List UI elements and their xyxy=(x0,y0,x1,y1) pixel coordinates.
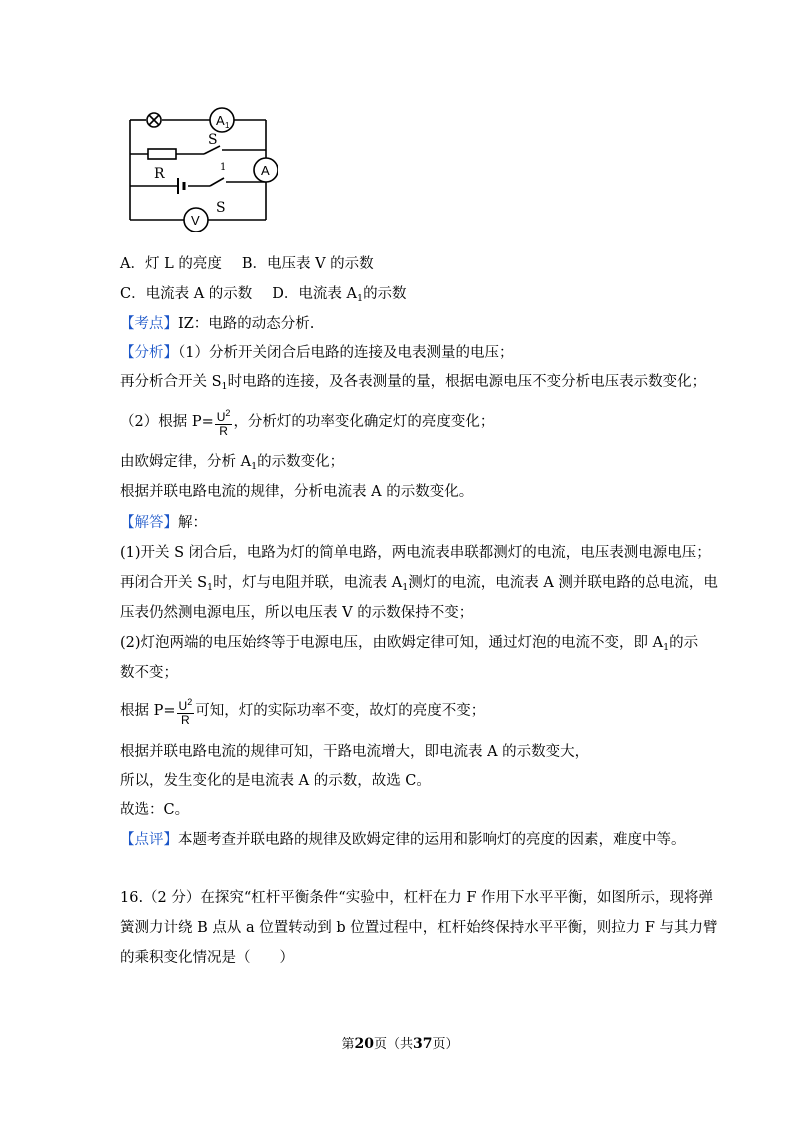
jieda-line-6: 根据 P= $\frac{U^2}{R}$ 可知，灯的实际功率不变，故灯的亮度不变； xyxy=(120,696,486,727)
switch-s-label: S xyxy=(216,200,226,216)
ammeter-a1-subscript: 1 xyxy=(225,121,230,130)
question-16-line-3: 的乘积变化情况是（ ） xyxy=(120,950,294,966)
page-total: 37 xyxy=(413,1036,433,1052)
option-a: A．灯 L 的亮度 xyxy=(120,256,222,272)
dianping-tag: 【点评】 xyxy=(120,832,178,848)
ammeter-a1-symbol xyxy=(210,108,234,132)
lamp-symbol xyxy=(147,113,161,127)
jieda-tag: 【解答】 xyxy=(120,515,178,531)
resistor-label: R xyxy=(154,166,165,182)
fenxi-line-5: 根据并联电路电流的规律，分析电流表 A 的示数变化。 xyxy=(120,484,474,500)
fenxi-line-3: （2）根据 P= $\frac{U^2}{R}$ ，分析灯的功率变化确定灯的亮度变化； xyxy=(120,407,495,438)
jieda-line-7: 根据并联电路电流的规律可知，干路电流增大，即电流表 A 的示数变大， xyxy=(120,744,590,760)
ammeter-a-symbol xyxy=(254,158,278,182)
fenxi-line-1: 【分析】（1）分析开关闭合后电路的连接及电表测量的电压； xyxy=(120,345,514,361)
question-16-line-1: 16.（2 分）在探究“杠杆平衡条件“实验中，杠杆在力 F 作用下水平平衡，如图所示，现将弹 xyxy=(120,890,713,906)
kaodian-line xyxy=(120,314,314,334)
page-number: 20 xyxy=(354,1036,374,1052)
kaodian-tag: 【考点】 xyxy=(120,316,178,332)
jieda-line-9: 故选：C。 xyxy=(120,802,190,818)
power-formula: $\frac{U^2}{R}$ xyxy=(216,407,231,438)
options-line-1 xyxy=(120,254,374,274)
jieda-line-1: (1)开关 S 闭合后，电路为灯的简单电路，两电流表串联都测灯的电流，电压表测电源电压； xyxy=(120,545,711,561)
jieda-line-8: 所以，发生变化的是电流表 A 的示数，故选 C。 xyxy=(120,773,431,789)
voltmeter-symbol xyxy=(184,208,208,232)
kaodian-text: IZ：电路的动态分析. xyxy=(178,316,315,332)
dianping-line: 【点评】本题考查并联电路的规律及欧姆定律的运用和影响灯的亮度的因素，难度中等。 xyxy=(120,832,686,848)
question-16-line-2: 簧测力计绕 B 点从 a 位置转动到 b 位置过程中，杠杆始终保持水平平衡，则拉力 F 与其力臂 xyxy=(120,920,718,936)
ammeter-a-label: A xyxy=(261,163,270,178)
fenxi-line-4: 由欧姆定律，分析 $A_1$的示数变化； xyxy=(120,454,345,472)
voltmeter-label: V xyxy=(191,213,200,228)
options-line-2 xyxy=(120,284,407,309)
jieda-line-2: 再闭合开关 $S_1$时，灯与电阻并联，电流表 $A_1$测灯的电流，电流表 A 测并联电路的总电流，电 xyxy=(120,575,718,593)
jieda-line-3: 压表仍然测电源电压，所以电压表 V 的示数保持不变； xyxy=(120,605,474,621)
option-b: B．电压表 V 的示数 xyxy=(241,256,374,272)
jieda-header: 【解答】解： xyxy=(120,515,207,531)
circuit-diagram xyxy=(122,98,278,232)
option-c: C．电流表 A 的示数 xyxy=(120,286,253,302)
fenxi-line-2: 再分析合开关 $S_1$时电路的连接，及各表测量的量，根据电源电压不变分析电压表示数变化； xyxy=(120,374,707,392)
page-footer: 第20页（共37页） xyxy=(341,1036,459,1052)
battery-symbol xyxy=(178,178,184,194)
resistor-symbol xyxy=(148,149,176,182)
fenxi-tag: 【分析】 xyxy=(120,345,178,361)
switch-s1-label: S xyxy=(208,132,218,148)
jieda-line-5: 数不变； xyxy=(120,665,178,681)
jieda-line-4: (2)灯泡两端的电压始终等于电源电压，由欧姆定律可知，通过灯泡的电流不变，即 $A_1$的示 xyxy=(120,635,699,653)
ammeter-a1-label: A xyxy=(216,113,225,128)
power-formula-2: $\frac{U^2}{R}$ xyxy=(178,696,193,727)
switch-s1-subscript: 1 xyxy=(220,162,227,173)
option-d: D．电流表 $A_1$的示数 xyxy=(272,286,407,304)
